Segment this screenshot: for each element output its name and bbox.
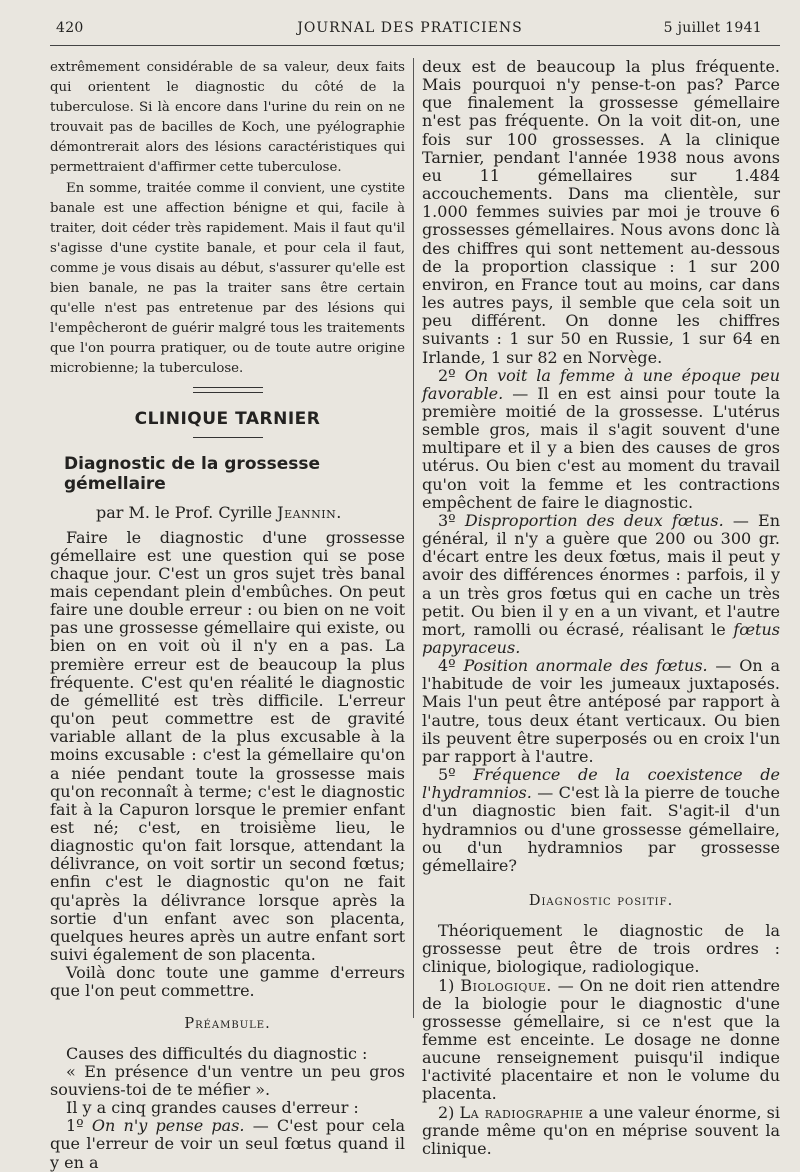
byline [96,503,405,522]
intro-paragraph-2: En somme, traitée comme il convient, une cystite banale est une affection bénigne et qui, facile à traiter, doit céder très rapidement. Mais il faut qu'il s'agisse d'une cystite banale, et pour cela il faut, comme je vous disais au début, s'assurer qu'elle est bien banale, ne pas la traiter sans être certain qu'elle n'est pas entretenue par des lésions qui l'empêcheront de guérir malgré tous les traitements que l'on pourra pratiquer, ou de toute autre origine microbienne; la tuberculose. [50,181,405,376]
section-title: CLINIQUE TARNIER [134,408,321,429]
cause-4 [422,657,780,766]
cause-3-text: — En général, il n'y a guère que 200 ou 300 gr. d'écart entre les deux fœtus, mais il peut y avoir des différences énormes : parfois, il y a un très gros fœtus qui en cache un très petit. Ou bien il y en a un vivant, et l'autre mort, ramolli ou écrasé, réalisant le [422,510,780,639]
cause-5 [422,766,780,875]
cause-5-number: 5º [438,765,456,785]
cause-1-number: 1º [66,1116,84,1136]
cause-2-text: — Il en est ainsi pour toute la première moitié de la grossesse. L'utérus semble gros, mais il s'agit souvent d'une multipare et il y a bien des causes de gros utérus. Ou bien c'est au moment du travail qu'on voit la femme et les contractions empêchent de faire le diagnostic. [422,383,780,512]
order-2-number: 2) [438,1102,455,1122]
cause-5-title: Fréquence de la coexistence de l'hydramnios. [422,765,780,803]
cause-4-number: 4º [438,656,456,676]
page-header [50,18,770,40]
order-2-text: a une valeur énorme, si grande même qu'on en méprise souvent la clinique. [422,1102,780,1158]
left-column [50,58,405,1172]
cause-1-title: On n'y pense pas. [91,1116,245,1136]
issue-date: 5 juillet 1941 [663,20,762,36]
cause-2-number: 2º [438,365,456,385]
cause-3-term: fœtus papyraceus. [422,619,780,657]
order-1-number: 1) [438,975,455,995]
section-rule [193,437,263,438]
right-paragraph-6: Théoriquement le diagnostic de la grossesse peut être de trois ordres : clinique, biologique, radiologique. [422,921,780,977]
cause-3-title: Disproportion des deux fœtus. [464,510,724,530]
order-1-title: Biologique. [460,975,552,995]
biologique-paragraph [422,977,780,1104]
paragraph-5: Il y a cinq grandes causes d'erreur : [66,1098,359,1118]
order-1-text: — On ne doit rien attendre de la biologie pour le diagnostic d'une grossesse gémellaire, si ce n'est que la femme est enceinte. Le dosage ne donne aucune renseignement puisqu'il indique l'activité placentaire et non le volume du placenta. [422,975,780,1104]
paragraph-6 [50,1117,405,1171]
article-title: Diagnostic de la grossesse gémellaire [64,453,321,494]
subhead-preambule: Préambule. [184,1015,271,1032]
subhead-diagnostic-positif: Diagnostic positif. [528,893,674,910]
header-rule [50,45,780,46]
previous-article-end [50,58,405,379]
cause-2-title: On voit la femme à une époque peu favorable. [422,365,781,403]
double-rule [193,387,263,393]
cause-4-text: — On a l'habitude de voir les jumeaux juxtaposés. Mais l'un peut être antéposé par rapport à l'autre, tous deux étant verticaux. Ou bien ils peuvent être superposés ou en croix l'un par rapport à l'autre. [422,656,781,766]
author-name: Jeannin. [277,502,342,522]
right-paragraph-1: deux est de beaucoup la plus fréquente. Mais pourquoi n'y pense-t-on pas? Parce que finalement la grossesse gémellaire n'est pas fréquente. On la voit dit-on, une fois sur 100 grossesses. A la clinique Tarnier, pendant l'année 1938 nous avons eu 11 gémellaires sur 1.484 accouchements. Dans ma clientèle, sur 1.000 femmes suivies par moi je trouve 6 grossesses gémellaires. Nous avons donc là des chiffres qui sont nettement au-dessous de la proportion classique : 1 sur 200 environ, en France tout au moins, car dans les autres pays, il semble que cela soit un peu différent. On donne les chiffres suivants : 1 sur 50 en Russie, 1 sur 64 en Irlande, 1 sur 82 en Norvège. [422,57,780,367]
paragraph-3: Causes des difficultés du diagnostic : [66,1043,368,1063]
cause-3 [422,512,780,657]
cause-3-number: 3º [438,510,456,530]
byline-prefix: par M. le Prof. Cyrille [96,502,273,522]
radiographie-paragraph [422,1104,780,1158]
right-column [422,58,780,1158]
page-number: 420 [56,20,84,36]
journal-title: JOURNAL DES PRATICIENS [297,20,523,36]
cause-4-title: Position anormale des fœtus. [463,656,708,676]
paragraph-4: « En présence d'un ventre un peu gros souviens-toi de te méfier ». [50,1061,405,1099]
cause-5-text: — C'est là la pierre de touche d'un diagnostic bien fait. S'agit-il d'un hydramnios ou d'une grossesse gémellaire, ou d'un hydramnios par grossesse gémellaire? [422,783,780,875]
paragraph-1: Faire le diagnostic d'une grossesse gémellaire est une question qui se pose chaque jour. C'est un gros sujet très banal mais cependant plein d'embûches. On peut faire une double erreur : ou bien on ne voit pas une grossesse gémellaire qui existe, ou bien on en voit où il n'y en a pas. La première erreur est de beaucoup la plus fréquente. C'est qu'en réalité le diagnostic de gémellité est très difficile. L'erreur qu'on peut commettre est de gravité variable allant de la plus excusable à la moins excusable : c'est la gémellaire qu'on a niée pendant toute la grossesse mais qu'on reconnaît à terme; c'est le diagnostic fait à la Capuron lorsque le premier enfant est né; c'est, en troisième lieu, le diagnostic qu'on fait lorsque, attendant la délivrance, on voit sortir un second fœtus; enfin c'est le diagnostic qu'on ne fait qu'après la délivrance lorsque après la sortie d'un enfant avec son placenta, quelques heures après un autre enfant sort suivi également de son placenta. [50,527,405,965]
order-2-title: La radiographie [459,1102,584,1122]
intro-paragraph-1: extrêmement considérable de sa valeur, deux faits qui orientent le diagnostic du côté de la tuberculose. Si là encore dans l'urine du rein on ne trouvait pas de bacilles de Koch, une pyélographie démontrerait alors des lésions caractéristiques qui permettraient d'affirmer cette tuberculose. [50,60,405,175]
article-body-left [50,529,405,1172]
paragraph-2: Voilà donc toute une gamme d'erreurs que l'on peut commettre. [50,963,405,1001]
column-divider [413,58,414,1018]
cause-2 [422,367,780,512]
cause-1-text: — C'est pour cela que l'erreur de voir un seul fœtus quand il y en a [50,1116,405,1172]
